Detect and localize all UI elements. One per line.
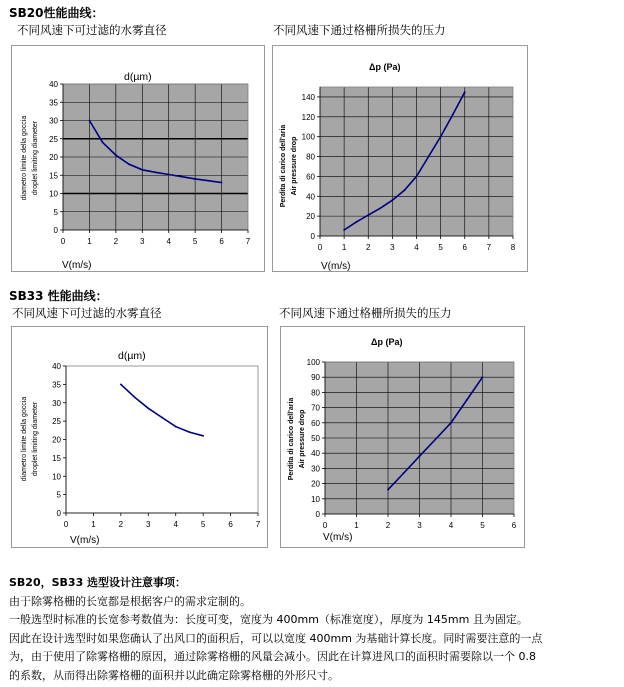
y-tick-label: 40 [311, 449, 320, 459]
series-point [482, 376, 484, 378]
design-notes [9, 574, 617, 685]
notes-line-4: 为，由于使用了除雾格栅的原因，通过除雾格栅的风量会减小。因此在计算进风口的面积时需要除以一个 0.8 [9, 650, 536, 663]
x-tick-label: 3 [417, 521, 422, 530]
series-point [367, 214, 369, 216]
y-tick-label: 90 [311, 373, 320, 383]
x-tick-label: 7 [486, 243, 492, 252]
y-tick-label: 0 [315, 510, 320, 519]
series-point [134, 396, 136, 398]
x-tick-label: 7 [245, 237, 251, 246]
y-tick-label: 40 [306, 192, 315, 202]
sb33-pressure-chart [281, 327, 524, 547]
sb33-title: SB33 性能曲线： [9, 289, 108, 303]
y-tick-label: 10 [311, 494, 320, 504]
sb20-left-caption: 不同风速下可过滤的水雾直径 [17, 23, 167, 37]
x-tick-label: 0 [317, 243, 323, 252]
y-tick-label: 35 [49, 98, 58, 108]
x-axis-label: V(m/s) [62, 260, 92, 271]
sb20-pressure-chart-frame [272, 45, 528, 272]
y-tick-label: 5 [53, 207, 58, 217]
series-point [155, 171, 157, 173]
y-tick-label: 15 [52, 453, 61, 463]
series-point [434, 439, 436, 441]
series-point [168, 174, 170, 176]
x-tick-label: 0 [60, 237, 66, 246]
x-tick-label: 4 [166, 237, 171, 246]
x-tick-label: 1 [354, 521, 359, 530]
x-tick-label: 6 [228, 520, 233, 529]
series-point [464, 91, 466, 93]
y-axis-label: Perdita di carico dell'aria [280, 124, 287, 208]
series-point [440, 136, 442, 138]
x-tick-label: 3 [146, 520, 151, 529]
y-tick-label: 30 [49, 116, 58, 126]
y-tick-label: 35 [52, 380, 61, 390]
x-tick-label: 7 [255, 520, 261, 529]
series-point [115, 154, 117, 156]
chart-title: d(µm) [124, 71, 152, 83]
chart-title: Δp (Pa) [371, 337, 403, 347]
y-tick-label: 50 [311, 434, 320, 443]
y-tick-label: 10 [52, 472, 61, 482]
x-axis-label: V(m/s) [321, 261, 351, 271]
x-tick-label: 5 [480, 521, 485, 530]
notes-line-5: 的系数，从而得出除雾格栅的面积并以此确定除雾格栅的外形尺寸。 [9, 668, 339, 682]
series-point [161, 417, 163, 419]
series-point [419, 455, 421, 457]
y-tick-label: 5 [56, 490, 61, 500]
notes-line-1: 由于除雾格栅的长宽都是根据客户的需求定制的。 [9, 594, 251, 608]
y-tick-label: 100 [301, 132, 315, 142]
y-tick-label: 60 [306, 172, 315, 182]
y-tick-label: 40 [52, 362, 61, 371]
y-tick-label: 25 [49, 134, 58, 144]
sb33-left-caption: 不同风速下可过滤的水雾直径 [12, 306, 162, 320]
series-point [89, 120, 91, 122]
x-tick-label: 6 [511, 521, 517, 530]
x-tick-label: 4 [173, 520, 178, 529]
y-tick-label: 0 [56, 509, 61, 518]
y-tick-label: 80 [306, 152, 315, 162]
y-tick-label: 40 [49, 80, 58, 89]
series-point [404, 189, 406, 191]
sb20-title: SB20性能曲线： [9, 6, 104, 20]
x-tick-label: 2 [113, 237, 119, 246]
series-point [387, 489, 389, 491]
notes-line-3: 因此在设计选型时如果您确认了出风口的面积后，可以以宽度 400mm 为基础计算长度。同时需要注意的一点 [9, 631, 543, 645]
y-tick-label: 20 [52, 435, 61, 445]
sb20-droplet-chart [12, 46, 264, 271]
plot-area [66, 366, 258, 513]
series-point [189, 431, 191, 433]
sb20-droplet-chart-frame [11, 45, 265, 272]
sb33-right-caption: 不同风速下通过格栅所损失的压力 [279, 306, 452, 320]
series-point [147, 407, 149, 409]
series-point [450, 422, 452, 424]
y-tick-label: 0 [310, 232, 315, 241]
y-tick-label: 0 [53, 226, 58, 235]
notes-line-2: 一般选型时标准的长宽参考数值为：长度可变，宽度为 400mm（标准宽度），厚度为 145mm 且为固定。 [9, 613, 528, 626]
series-point [403, 472, 405, 474]
y-axis-label-english: droplet limiting diameter [32, 401, 39, 477]
series-point [128, 163, 130, 165]
series-point [379, 207, 381, 209]
x-tick-label: 5 [192, 237, 198, 246]
series-point [221, 182, 223, 184]
y-tick-label: 100 [306, 358, 320, 367]
x-tick-label: 8 [510, 243, 516, 252]
series-point [202, 435, 204, 437]
x-tick-label: 4 [414, 243, 419, 252]
x-tick-label: 5 [200, 520, 206, 529]
x-tick-label: 1 [87, 237, 92, 246]
y-axis-label-english: droplet limiting diameter [32, 120, 39, 196]
y-axis-label: Perdita di carico dell'aria [288, 397, 295, 481]
y-tick-label: 80 [311, 388, 320, 398]
series-point [343, 229, 345, 231]
series-point [466, 399, 468, 401]
sb33-droplet-chart-frame [11, 326, 268, 548]
x-tick-label: 3 [390, 243, 395, 252]
x-tick-label: 2 [385, 521, 391, 530]
series-point [355, 221, 357, 223]
y-tick-label: 30 [52, 398, 61, 408]
series-point [416, 176, 418, 178]
x-axis-label: V(m/s) [323, 532, 353, 543]
x-axis-label: V(m/s) [70, 535, 100, 546]
y-tick-label: 60 [311, 418, 320, 428]
chart-title: Δp (Pa) [369, 62, 401, 72]
x-tick-label: 1 [341, 243, 347, 252]
x-tick-label: 3 [140, 237, 145, 246]
y-axis-label: diametro limite della goccia [21, 396, 28, 482]
chart-title: d(µm) [118, 350, 146, 362]
x-tick-label: 2 [366, 243, 371, 252]
x-tick-label: 6 [219, 237, 224, 246]
series-point [175, 426, 177, 428]
series-point [141, 169, 143, 171]
series-point [120, 383, 122, 385]
y-tick-label: 15 [49, 171, 58, 181]
y-axis-label-english: Air pressure drop [299, 409, 306, 469]
y-tick-label: 30 [311, 464, 320, 474]
x-tick-label: 2 [118, 520, 124, 529]
series-point [428, 156, 430, 158]
y-tick-label: 25 [52, 417, 61, 427]
sb20-pressure-chart [273, 46, 527, 271]
sb20-right-caption: 不同风速下通过格栅所损失的压力 [273, 23, 446, 37]
series-point [207, 180, 209, 182]
y-axis-label-english: Air pressure drop [291, 136, 298, 196]
x-tick-label: 1 [91, 520, 96, 529]
sb33-droplet-chart [12, 327, 267, 547]
y-tick-label: 140 [301, 92, 315, 102]
x-tick-label: 5 [438, 243, 443, 252]
sb33-pressure-chart-frame [280, 326, 525, 548]
x-tick-label: 4 [448, 521, 454, 530]
x-tick-label: 0 [63, 520, 69, 529]
series-point [102, 142, 104, 144]
y-axis-label: diametro limite della goccia [21, 115, 28, 201]
y-tick-label: 10 [49, 189, 58, 199]
y-tick-label: 20 [306, 212, 315, 222]
y-tick-label: 120 [301, 112, 315, 122]
notes-heading: SB20，SB33 选型设计注意事项： [9, 576, 187, 589]
y-tick-label: 70 [311, 403, 320, 413]
series-point [181, 176, 183, 178]
x-tick-label: 6 [462, 243, 467, 252]
y-tick-label: 20 [311, 479, 320, 489]
y-tick-label: 20 [49, 153, 58, 162]
series-point [194, 178, 196, 180]
series-point [391, 199, 393, 201]
x-tick-label: 0 [322, 521, 328, 530]
series-point [452, 114, 454, 116]
